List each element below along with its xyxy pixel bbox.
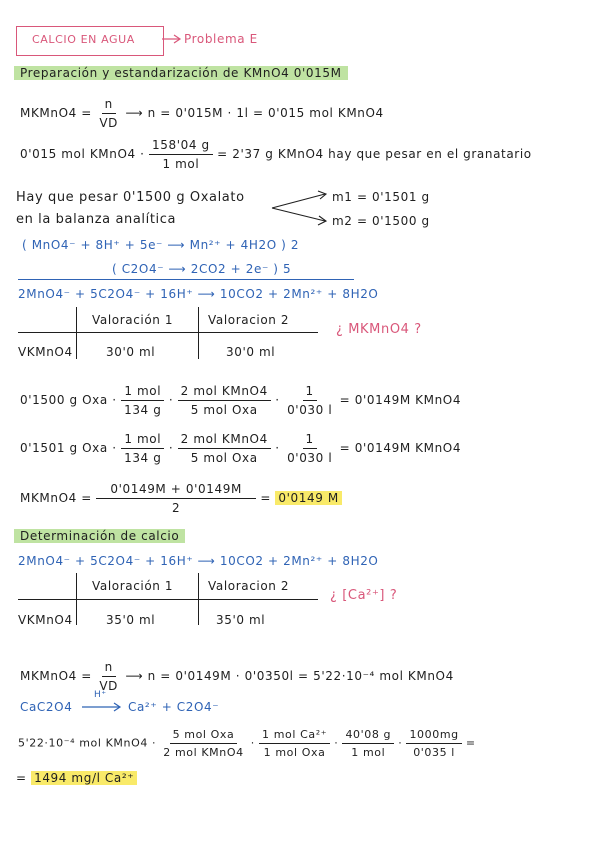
fraction-denominator: 5 mol Oxa <box>190 451 258 465</box>
fraction-numerator: 0'0149M + 0'0149M <box>96 482 256 499</box>
calcium-fraction-3 <box>342 728 394 759</box>
section-title-calcium: Determinación de calcio <box>14 529 185 543</box>
standardization-calc-2: 0'1501 g Oxa · $\frac{\text{1 mol}}{134 g}$ · $\frac{\text{2 mol KMnO4}}{\text{5 mol Oxa}}$ · $\frac{1}{0'030 l}$ = 0'0149M KMnO4 <box>20 432 462 465</box>
calcium-result-line <box>16 771 137 785</box>
weigh-oxalate-text: Hay que pesar 0'1500 g Oxalato <box>16 190 245 205</box>
mass-m2: m2 = 0'1500 g <box>332 214 430 228</box>
fraction-numerator: 1 mol <box>121 432 164 449</box>
mass-result: = 2'37 g KMnO4 hay que pesar en el granatario <box>217 147 532 161</box>
problem-label: Problema E <box>184 32 258 46</box>
table1-header-2: Valoracion 2 <box>208 313 290 327</box>
calc1-lhs: 0'1500 g Oxa · <box>20 393 117 407</box>
section-title-preparation: Preparación y estandarización de KMnO4 0'015M <box>14 66 348 80</box>
mass-lhs: 0'015 mol KMnO4 · <box>20 147 145 161</box>
fraction-numerator: 40'08 g <box>342 728 394 744</box>
mean-fraction <box>96 482 256 515</box>
fraction-denominator: 0'035 l <box>413 746 455 759</box>
molarity-lhs: MKMnO4 = <box>20 669 92 683</box>
calc2-lhs: 0'1501 g Oxa · <box>20 441 117 455</box>
fraction-denominator: VD <box>99 116 119 130</box>
fraction-numerator: 1 <box>303 384 317 401</box>
table1-row-label: VKMnO4 <box>18 345 73 359</box>
equals-sign: = <box>465 736 476 750</box>
fraction-denominator: 0'030 l <box>287 451 333 465</box>
calcium-fraction-2 <box>259 728 330 759</box>
molarity-fraction <box>96 97 121 130</box>
arrow-icon: ⟶ <box>125 669 148 683</box>
molarity-lhs: MKMnO4 = <box>20 106 92 120</box>
reaction-sum-line <box>18 279 354 280</box>
molarity-formula <box>20 97 384 130</box>
half-reaction-oxidation: ( C2O4⁻ ⟶ 2CO2 + 2e⁻ ) 5 <box>112 262 292 276</box>
fraction-denominator: 1 mol Oxa <box>263 746 326 759</box>
global-reaction-1: 2MnO4⁻ + 5C2O4⁻ + 16H⁺ ⟶ 10CO2 + 2Mn²⁺ + 8H2O <box>18 287 379 301</box>
table2-hline <box>18 599 318 600</box>
calc2-fraction-1 <box>121 432 164 465</box>
moles-kmno4-calc <box>20 660 454 693</box>
fraction-numerator: 5 mol Oxa <box>170 728 238 744</box>
table1-header-1: Valoración 1 <box>92 313 174 327</box>
fraction-denominator: 5 mol Oxa <box>190 403 258 417</box>
table2-value-1: 35'0 ml <box>106 613 156 627</box>
page-title: CALCIO EN AGUA <box>32 33 135 46</box>
fraction-numerator: 2 mol KMnO4 <box>178 384 271 401</box>
calc2-fraction-2 <box>178 432 271 465</box>
calc1-result: = 0'0149M KMnO4 <box>339 393 462 407</box>
moles-result: n = 0'015M · 1l = 0'015 mol KMnO4 <box>147 106 384 120</box>
fraction-numerator: 1000mg <box>406 728 461 744</box>
moles-result: n = 0'0149M · 0'0350l = 5'22·10⁻⁴ mol KMnO4 <box>147 669 454 683</box>
question-calcium: ¿ [Ca²⁺] ? <box>330 588 398 603</box>
calc1-fraction-1 <box>121 384 164 417</box>
table2-row-label: VKMnO4 <box>18 613 73 627</box>
mean-molarity <box>20 482 342 515</box>
equals-sign: = <box>16 771 27 785</box>
fraction-numerator: 1 <box>303 432 317 449</box>
calcium-fraction-1 <box>160 728 246 759</box>
global-reaction-2: 2MnO4⁻ + 5C2O4⁻ + 16H⁺ ⟶ 10CO2 + 2Mn²⁺ + 8H2O <box>18 554 379 568</box>
calc2-result: = 0'0149M KMnO4 <box>339 441 462 455</box>
molarity-fraction <box>96 660 121 693</box>
calcium-calc-lhs: 5'22·10⁻⁴ mol KMnO4 · <box>18 736 157 750</box>
fraction-numerator: 158'04 g <box>149 138 213 155</box>
table2-value-2: 35'0 ml <box>216 613 266 627</box>
calcium-fraction-4 <box>406 728 461 759</box>
fraction-denominator: 134 g <box>124 403 162 417</box>
fraction-denominator: 1 mol <box>351 746 386 759</box>
standardization-calc-1: 0'1500 g Oxa · $\frac{\text{1 mol}}{134 g}$ · $\frac{\text{2 mol KMnO4}}{\text{5 mol Oxa}}$ · $\frac{1}{0'030 l}$ = 0'0149M KMnO4 <box>20 384 462 417</box>
molar-mass-fraction <box>149 138 213 171</box>
table1-hline <box>18 332 318 333</box>
fraction-numerator: 1 mol <box>121 384 164 401</box>
table1-value-2: 30'0 ml <box>226 345 276 359</box>
mass-m1: m1 = 0'1501 g <box>332 190 430 204</box>
mass-calculation <box>20 138 532 171</box>
table1-value-1: 30'0 ml <box>106 345 156 359</box>
calcium-result: 1494 mg/l Ca²⁺ <box>31 771 137 785</box>
equals-sign: = <box>260 491 271 505</box>
dissociation-lhs: CaC2O4 <box>20 700 73 714</box>
fraction-numerator: 1 mol Ca²⁺ <box>259 728 330 744</box>
table2-header-1: Valoración 1 <box>92 579 174 593</box>
fraction-denominator: 2 mol KMnO4 <box>163 746 244 759</box>
fraction-denominator: 2 <box>172 501 181 515</box>
fraction-numerator: n <box>102 97 116 114</box>
calcium-concentration-calc: 5'22·10⁻⁴ mol KMnO4 · $\frac{\text{5 mol Oxa}}{\text{2 mol KMnO4}}$ · $\frac{\text{1 mol Ca²⁺}}{\text{1 mol Oxa}}$ · $\frac{40'08 g}{\text{1 mol}}$ · $\frac{1000mg}{0'035 l}$ = <box>18 728 476 759</box>
calc1-fraction-3 <box>284 384 335 417</box>
table2-header-2: Valoracion 2 <box>208 579 290 593</box>
fraction-denominator: 134 g <box>124 451 162 465</box>
fraction-numerator: 2 mol KMnO4 <box>178 432 271 449</box>
fraction-denominator: 0'030 l <box>287 403 333 417</box>
arrow-icon: ⟶ <box>125 106 148 120</box>
fraction-denominator: 1 mol <box>162 157 200 171</box>
mean-lhs: MKMnO4 = <box>20 491 92 505</box>
fraction-numerator: n <box>102 660 116 677</box>
fraction-denominator: VD <box>99 679 119 693</box>
half-reaction-reduction: ( MnO4⁻ + 8H⁺ + 5e⁻ ⟶ Mn²⁺ + 4H2O ) 2 <box>22 238 300 252</box>
reaction-arrow-icon <box>82 702 122 712</box>
question-molarity: ¿ MKMnO4 ? <box>336 322 422 337</box>
calc2-fraction-3 <box>284 432 335 465</box>
dissociation-rhs: Ca²⁺ + C2O4⁻ <box>128 700 220 714</box>
mean-result: 0'0149 M <box>275 491 341 505</box>
analytical-balance-text: en la balanza analítica <box>16 212 177 227</box>
calc1-fraction-2 <box>178 384 271 417</box>
branch-arrows-icon <box>270 188 330 228</box>
dissociation-catalyst: H⁺ <box>94 690 107 700</box>
arrow-right-icon <box>162 34 182 44</box>
